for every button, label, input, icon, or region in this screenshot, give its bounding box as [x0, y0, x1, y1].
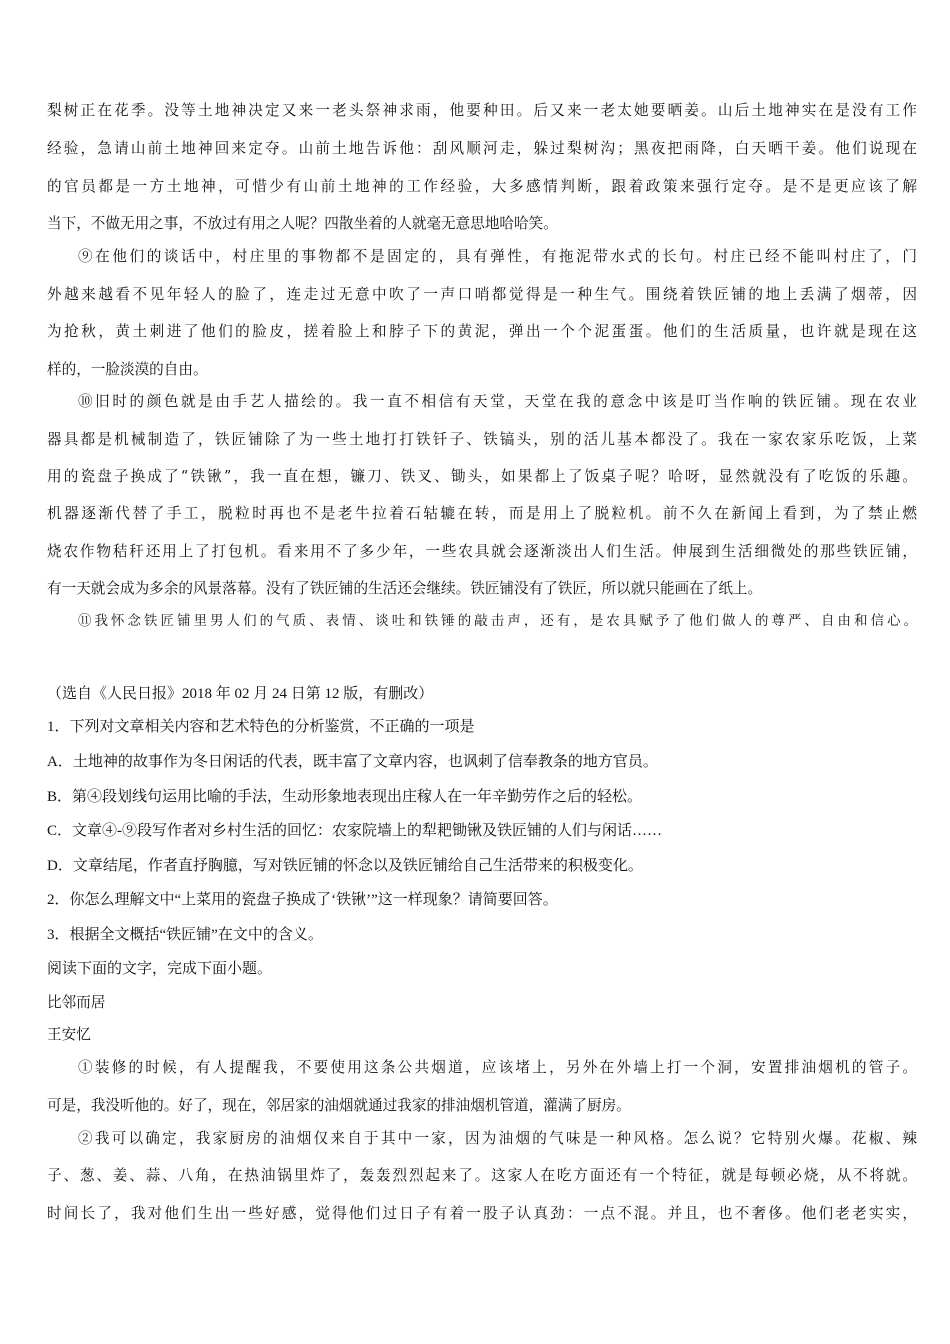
passage-title: 比邻而居 [47, 994, 106, 1011]
paragraph-line: ②我可以确定，我家厨房的油烟仅来自于其中一家，因为油烟的气味是一种风格。怎么说？它特别火爆。花椒、辣 [78, 1130, 917, 1147]
source-citation: （选自《人民日报》2018 年 02 月 24 日第 12 版，有删改） [47, 686, 434, 702]
passage-author: 王安忆 [47, 1026, 91, 1043]
question-option-d: D．文章结尾，作者直抒胸臆，写对铁匠铺的怀念以及铁匠铺给自己生活带来的积极变化。 [47, 858, 643, 874]
paragraph-line: 经验，急请山前土地神回来定夺。山前土地告诉他：刮风顺河走，躲过梨树沟；黑夜把雨降，白天晒干姜。他们说现在 [47, 140, 917, 157]
paragraph-line: 器具都是机械制造了，铁匠铺除了为一些土地打打铁钎子、铁镐头，别的活儿基本都没了。我在一家农家乐吃饭，上菜 [47, 431, 917, 448]
paragraph-line: 时间长了，我对他们生出一些好感，觉得他们过日子有着一股子认真劲：一点不混。并且，也不奢侈。他们老老实实， [47, 1205, 917, 1222]
paragraph-line: 当下，不做无用之事，不放过有用之人呢？四散坐着的人就毫无意思地哈哈笑。 [47, 215, 558, 232]
question-option-b: B．第④段划线句运用比喻的手法，生动形象地表现出庄稼人在一年辛勤劳作之后的轻松。 [47, 789, 643, 805]
question-option-c: C．文章④-⑨段写作者对乡村生活的回忆：农家院墙上的犁耙锄锹及铁匠铺的人们与闲话…… [47, 823, 663, 839]
reading-instruction: 阅读下面的文字，完成下面小题。 [47, 961, 273, 977]
paragraph-line: ⑩旧时的颜色就是由手艺人描绘的。我一直不相信有天堂，天堂在我的意念中该是叮当作响的铁匠铺。现在农业 [78, 393, 917, 410]
paragraph-line: 烧农作物秸秆还用上了打包机。看来用不了多少年，一些农具就会逐渐淡出人们生活。伸展到生活细微处的那些铁匠铺， [47, 543, 917, 560]
question-stem: 1．下列对文章相关内容和艺术特色的分析鉴赏，不正确的一项是 [47, 719, 475, 735]
question-option-a: A．土地神的故事作为冬日闲话的代表，既丰富了文章内容，也讽刺了信奉教条的地方官员。 [47, 754, 658, 770]
paragraph-line: 样的，一脸淡漠的自由。 [47, 361, 208, 378]
paragraph-line: ⑪我怀念铁匠铺里男人们的气质、表情、谈吐和铁锤的敲击声，还有，是农具赋予了他们做人的尊严、自由和信心。 [78, 614, 917, 629]
paragraph-line: ①装修的时候，有人提醒我，不要使用这条公共烟道，应该堵上，另外在外墙上打一个洞，安置排油烟机的管子。 [78, 1059, 917, 1076]
question-2: 2．你怎么理解文中“上菜用的瓷盘子换成了‘铁锹’”这一样现象？请简要回答。 [47, 892, 558, 908]
paragraph-line: 有一天就会成为多余的风景落幕。没有了铁匠铺的生活还会继续。铁匠铺没有了铁匠，所以就只能画在了纸上。 [47, 580, 763, 597]
paragraph-line: 可是，我没听他的。好了，现在，邻居家的油烟就通过我家的排油烟机管道，灌满了厨房。 [47, 1097, 631, 1114]
paragraph-line: 机器逐渐代替了手工，脱粒时再也不是老牛拉着石轱辘在转，而是用上了脱粒机。前不久在新闻上看到，为了禁止燃 [47, 505, 917, 522]
question-3: 3．根据全文概括“铁匠铺”在文中的含义。 [47, 927, 323, 943]
paragraph-line: 用的瓷盘子换成了“铁锹”，我一直在想，镰刀、铁叉、锄头，如果都上了饭桌子呢？哈呀，显然就没有了吃饭的乐趣。 [47, 468, 917, 485]
paragraph-line: 的官员都是一方土地神，可惜少有山前土地神的工作经验，大多感情判断，跟着政策来强行定夺。是不是更应该了解 [47, 178, 917, 195]
paragraph-line: ⑨在他们的谈话中，村庄里的事物都不是固定的，具有弹性，有拖泥带水式的长句。村庄已经不能叫村庄了，门 [78, 248, 917, 265]
paragraph-line: 子、葱、姜、蒜、八角，在热油锅里炸了，轰轰烈烈起来了。这家人在吃方面还有一个特征，就是每顿必烧，从不将就。 [47, 1167, 917, 1184]
paragraph-line: 外越来越看不见年轻人的脸了，连走过无意中吹了一声口哨都觉得是一种生气。围绕着铁匠铺的地上丢满了烟蒂，因 [47, 286, 917, 303]
paragraph-line: 梨树正在花季。没等土地神决定又来一老头祭神求雨，他要种田。后又来一老太她要晒姜。山后土地神实在是没有工作 [47, 102, 917, 119]
paragraph-line: 为抢秋，黄土刺进了他们的脸皮，搓着脸上和脖子下的黄泥，弹出一个个泥蛋蛋。他们的生活质量，也许就是现在这 [47, 323, 917, 340]
